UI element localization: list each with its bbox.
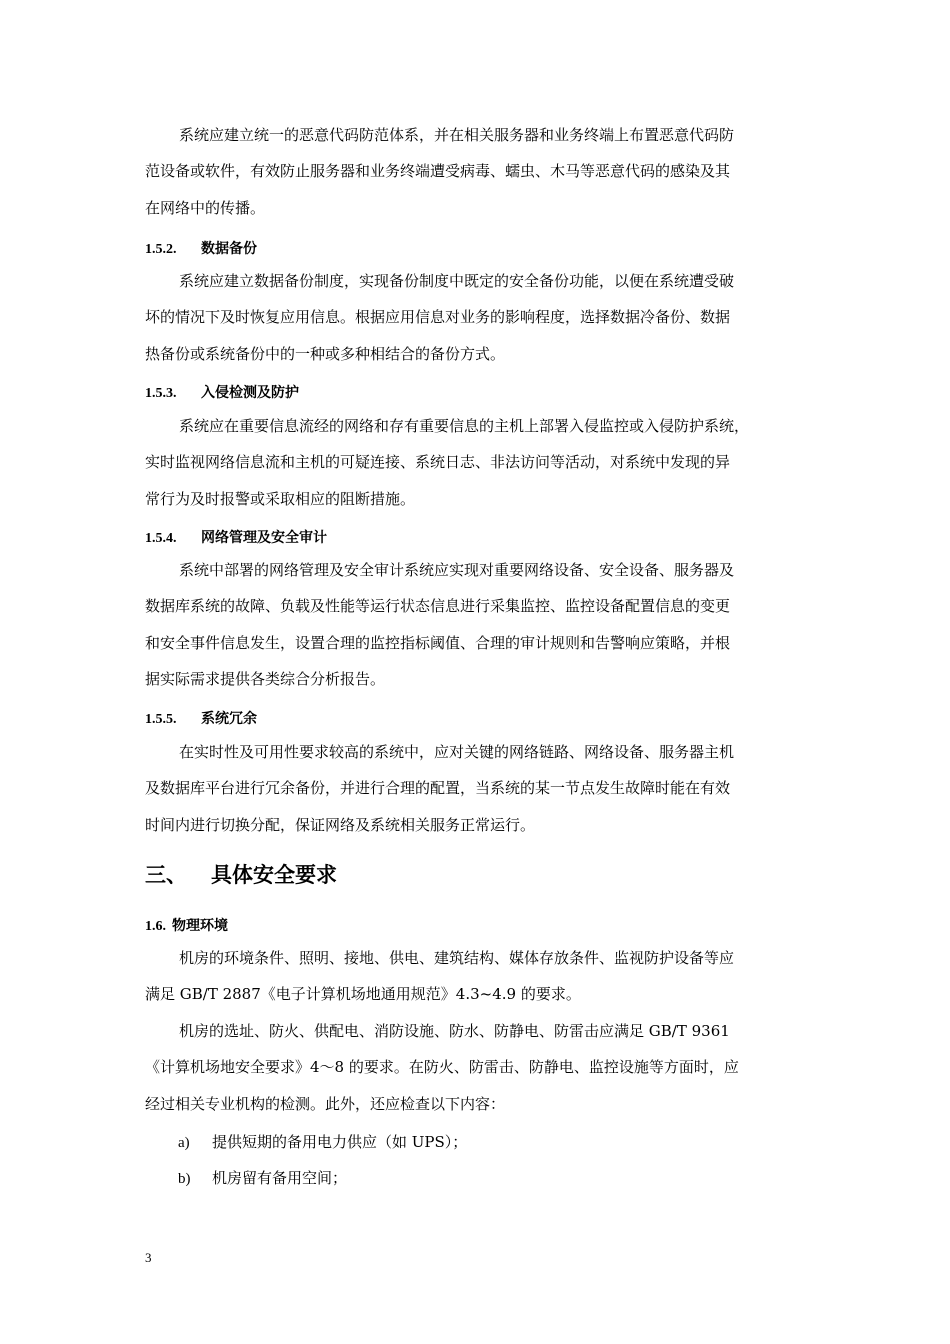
paragraph-line: 系统应在重要信息流经的网络和存有重要信息的主机上部署入侵监控或入侵防护系统， [179,417,750,435]
list-item [178,1131,467,1152]
section-title: 系统冗余 [201,711,257,727]
paragraph-line: 在实时性及可用性要求较高的系统中，应对关键的网络链路、网络设备、服务器主机 [179,743,735,761]
section-number: 1.5.3. [145,386,177,401]
paragraph-line: 及数据库平台进行冗余备份，并进行合理的配置，当系统的某一节点发生故障时能在有效 [145,779,731,798]
paragraph-line: 时间内进行切换分配，保证网络及系统相关服务正常运行。 [145,815,536,834]
section-title: 网络管理及安全审计 [201,530,327,546]
section-title: 数据备份 [201,241,257,257]
section-title: 入侵检测及防护 [201,385,299,401]
paragraph-network-audit [145,552,815,698]
section-number: 1.5.5. [145,712,177,727]
paragraph-intrusion-detection [145,408,815,517]
paragraph-line: 范设备或软件，有效防止服务器和业务终端遭受病毒、蠕虫、木马等恶意代码的感染及其 [145,162,731,181]
chapter-title: 具体安全要求 [211,863,337,887]
section-heading-1-5-5 [145,708,257,728]
paragraph-redundancy [145,734,815,843]
paragraph-line: 常行为及时报警或采取相应的阻断措施。 [145,489,416,508]
paragraph-malware-prevention [145,117,815,226]
paragraph-line: 实时监视网络信息流和主机的可疑连接、系统日志、非法访问等活动，对系统中发现的异 [145,453,731,472]
section-number: 1.5.4. [145,531,177,546]
paragraph-line: 满足 GB/T 2887《电子计算机场地通用规范》4.3~4.9 的要求。 [145,985,581,1004]
list-item-text: 机房留有备用空间； [212,1169,348,1187]
section-heading-1-5-2 [145,238,257,258]
paragraph-line: 在网络中的传播。 [145,198,266,217]
paragraph-line: 坏的情况下及时恢复应用信息。根据应用信息对业务的影响程度，选择数据冷备份、数据 [145,308,731,327]
list-marker: b) [178,1171,191,1187]
paragraph-line: 机房的环境条件、照明、接地、供电、建筑结构、媒体存放条件、监视防护设备等应 [179,949,735,967]
paragraph-line: 系统应建立数据备份制度，实现备份制度中既定的安全备份功能，以便在系统遭受破 [179,272,735,290]
paragraph-line: 数据库系统的故障、负载及性能等运行状态信息进行采集监控、监控设备配置信息的变更 [145,597,731,616]
paragraph-room-siting [145,1013,815,1122]
section-heading-1-5-4 [145,527,327,547]
section-title: 物理环境 [172,918,228,934]
section-heading-1-5-3 [145,382,299,402]
section-heading-1-6 [145,915,228,935]
list-item-text: 提供短期的备用电力供应（如 UPS）； [212,1133,468,1151]
paragraph-room-environment [145,940,815,1013]
section-number: 1.5.2. [145,242,177,257]
paragraph-line: 机房的选址、防火、供配电、消防设施、防水、防静电、防雷击应满足 GB/T 9361 [179,1022,730,1040]
list-marker: a) [178,1135,190,1151]
paragraph-data-backup [145,263,815,372]
paragraph-line: 经过相关专业机构的检测。此外，还应检查以下内容： [145,1094,506,1113]
paragraph-line: 和安全事件信息发生，设置合理的监控指标阈值、合理的审计规则和告警响应策略，并根 [145,633,731,652]
paragraph-line: 热备份或系统备份中的一种或多种相结合的备份方式。 [145,344,506,363]
page-number: 3 [145,1250,152,1265]
paragraph-line: 系统应建立统一的恶意代码防范体系，并在相关服务器和业务终端上布置恶意代码防 [179,126,735,144]
chapter-number: 三、 [145,863,187,887]
list-item [178,1167,347,1188]
paragraph-line: 《计算机场地安全要求》4～8 的要求。在防火、防雷击、防静电、监控设施等方面时，应 [145,1058,739,1077]
chapter-heading [145,859,337,889]
section-number: 1.6. [145,919,166,934]
paragraph-line: 系统中部署的网络管理及安全审计系统应实现对重要网络设备、安全设备、服务器及 [179,561,735,579]
paragraph-line: 据实际需求提供各类综合分析报告。 [145,670,386,689]
